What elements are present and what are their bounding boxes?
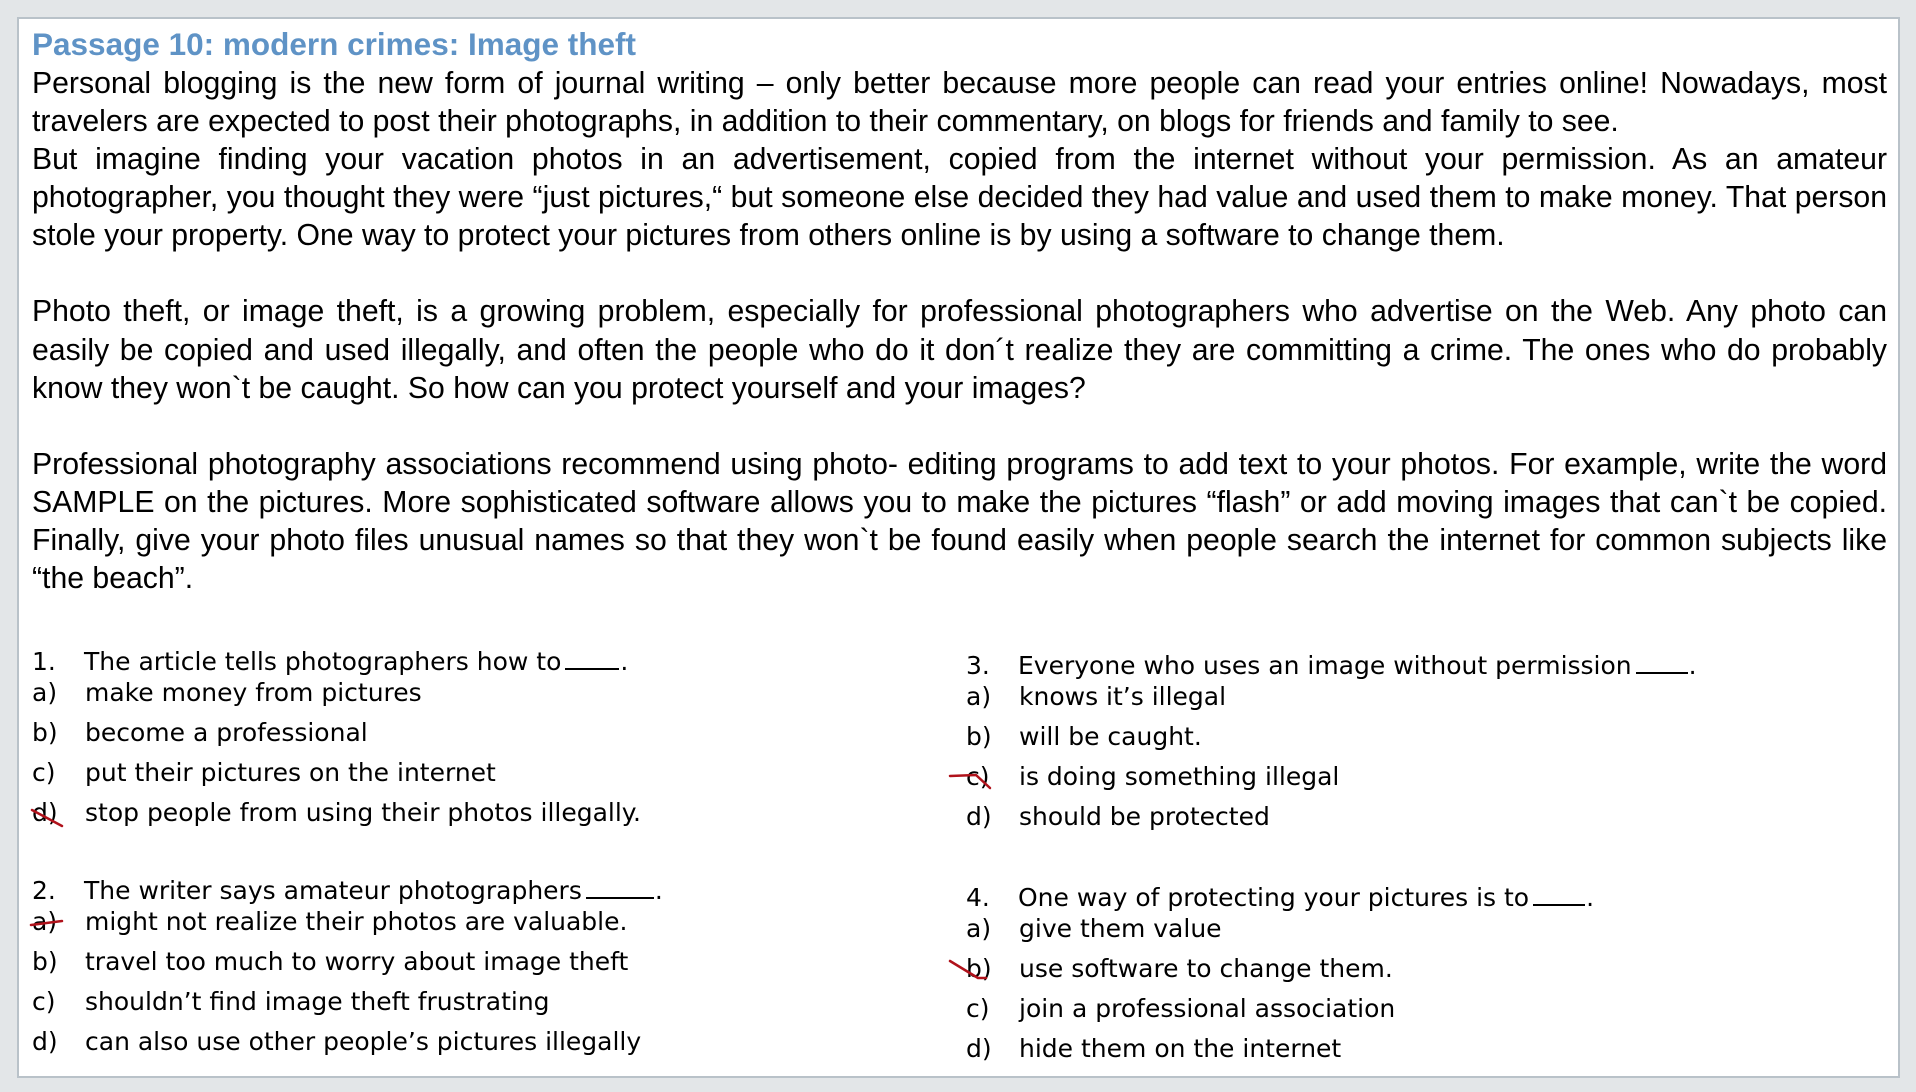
option-label: d): [966, 802, 992, 831]
question-3: 3. Everyone who uses an image without permission . a) knows it’s illegal b) will be caught. c) is doing something illegal d) should be protected: [966, 651, 1666, 841]
option-label: b): [966, 722, 992, 751]
answer-blank: [1533, 903, 1585, 906]
option-text: travel too much to worry about image theft: [85, 947, 629, 976]
option-text: stop people from using their photos illegally.: [85, 798, 641, 827]
question-1: 1. The article tells photographers how to . a) make money from pictures b) become a professional c) put their pictures on the internet d) stop people from using their photos illegally.: [32, 647, 732, 837]
option-label: a): [32, 907, 58, 936]
option-text: can also use other people’s pictures illegally: [85, 1027, 642, 1056]
option-label: a): [966, 682, 992, 711]
question-number: 4.: [966, 883, 990, 912]
passage-paragraph: But imagine finding your vacation photos in an advertisement, copied from the internet without your permission. As an amateur photographer, you thought they were “just pictures,“ but someone else decided they had value and used them to make money. That person stole your property. One way to protect your pictures from others online is by using a software to change them.: [32, 143, 1887, 253]
question-text: The writer says amateur photographers: [84, 876, 582, 905]
option-text: put their pictures on the internet: [85, 758, 496, 787]
answer-blank: [1636, 671, 1688, 674]
question-number: 3.: [966, 651, 990, 680]
question-number: 2.: [32, 876, 56, 905]
option-text: give them value: [1019, 914, 1222, 943]
option-text: hide them on the internet: [1019, 1034, 1342, 1063]
option-text: might not realize their photos are valuable.: [85, 907, 628, 936]
option-label: d): [32, 1027, 58, 1056]
option-text: join a professional association: [1019, 994, 1396, 1023]
option-text: shouldn’t find image theft frustrating: [85, 987, 550, 1016]
option-label: a): [966, 914, 992, 943]
option-text: become a professional: [85, 718, 368, 747]
option-text: should be protected: [1019, 802, 1270, 831]
option-label: b): [32, 947, 58, 976]
option-label: c): [966, 762, 990, 791]
question-4: 4. One way of protecting your pictures is to . a) give them value b) use software to change them. c) join a professional association d) hide them on the internet: [966, 883, 1666, 1078]
answer-blank: [565, 667, 619, 670]
option-text: knows it’s illegal: [1019, 682, 1227, 711]
passage-body: [32, 65, 1887, 598]
option-text: use software to change them.: [1019, 954, 1393, 983]
option-label: c): [966, 994, 990, 1023]
option-label: d): [966, 1034, 992, 1063]
option-text: make money from pictures: [85, 678, 422, 707]
option-label: b): [32, 718, 58, 747]
question-number: 1.: [32, 647, 56, 676]
option-label: b): [966, 954, 992, 983]
passage-paragraph: Personal blogging is the new form of journal writing – only better because more people can read your entries online! Nowadays, most travelers are expected to post their photographs, in addition to their commentary, on blogs for friends and family to see.: [32, 67, 1887, 139]
question-text: Everyone who uses an image without permission: [1018, 651, 1632, 680]
option-label: a): [32, 678, 58, 707]
passage-paragraph: Photo theft, or image theft, is a growing problem, especially for professional photographers who advertise on the Web. Any photo can easily be copied and used illegally, and often the people who do it don´t realize they are committing a crime. The ones who do probably know they won`t be caught. So how can you protect yourself and your images?: [32, 295, 1887, 405]
question-text: One way of protecting your pictures is to: [1018, 883, 1530, 912]
question-text: The article tells photographers how to: [84, 647, 562, 676]
document-page: [17, 17, 1900, 1078]
option-label: c): [32, 987, 56, 1016]
option-text: is doing something illegal: [1019, 762, 1340, 791]
option-text: will be caught.: [1019, 722, 1202, 751]
option-label: d): [32, 798, 58, 827]
passage-paragraph: Professional photography associations recommend using photo- editing programs to add text to your photos. For example, write the word SAMPLE on the pictures. More sophisticated software allows you to make the pictures “flash” or add moving images that can`t be copied. Finally, give your photo files unusual names so that they won`t be found easily when people search the internet for common subjects like “the beach”.: [32, 447, 1887, 596]
option-label: c): [32, 758, 56, 787]
passage-title: Passage 10: modern crimes: Image theft: [32, 26, 636, 62]
question-2: 2. The writer says amateur photographers . a) might not realize their photos are valuable. b) travel too much to worry about image theft c) shouldn’t find image theft frustrating d) can also use other people’s pictures illegally: [32, 876, 732, 1076]
answer-blank: [586, 896, 654, 899]
